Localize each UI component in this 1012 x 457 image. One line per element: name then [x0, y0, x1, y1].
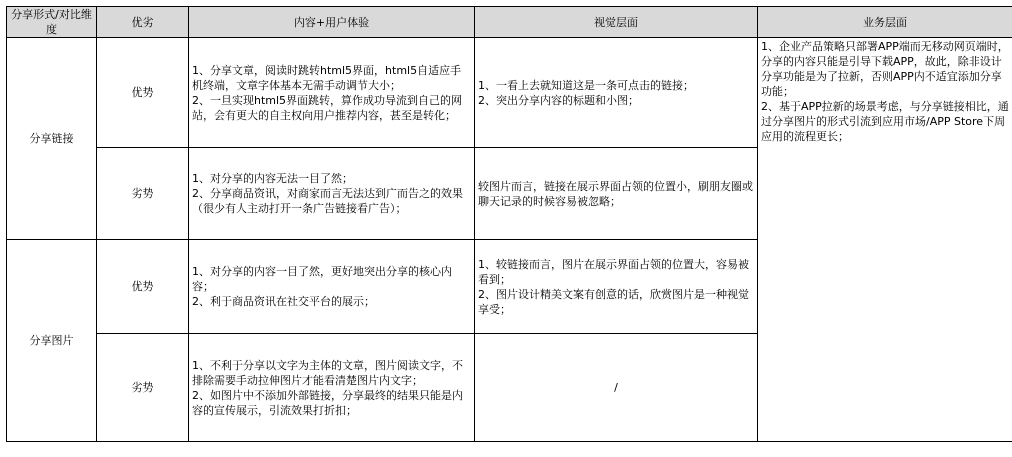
visual-line: 2、突出分享内容的标题和小图； — [478, 93, 639, 107]
visual-cell — [475, 38, 758, 148]
content-line: 2、一旦实现html5界面跳转，算作成功导流到自己的网站，会有更大的自主权向用户推荐内容，甚至是转化； — [192, 93, 463, 122]
comparison-table — [6, 6, 1012, 442]
advantage-cell: 优势 — [97, 240, 189, 334]
content-line: 1、对分享的内容一目了然，更好地突出分享的核心内容； — [192, 265, 452, 293]
content-line: 1、不利于分享以文字为主体的文章，图片阅读文字，不排除需要手动拉伸图片才能看清楚图片内文字； — [192, 358, 463, 387]
content-line: 2、如图片中不添加外部链接，分享最终的结果只能是内容的宣传展示，引流效果打折扣； — [192, 388, 463, 417]
advantage-cell: 优势 — [97, 38, 189, 148]
visual-line: 较图片而言，链接在展示界面占领的位置小，刷朋友圈或聊天记录的时候容易被忽略； — [478, 179, 753, 208]
content-cell — [189, 38, 475, 148]
content-cell — [189, 240, 475, 334]
visual-cell — [475, 334, 758, 442]
business-line: 1、企业产品策略只部署APP端而无移动网页端时，分享的内容只能是引导下载APP，故此，除非设计分享功能是为了拉新，否则APP内不适宜添加分享功能； — [761, 40, 1009, 98]
content-line: 1、对分享的内容无法一目了然； — [192, 172, 353, 185]
business-line: 2、基于APP拉新的场景考虑，与分享链接相比，通过分享图片的形式引流到应用市场/APP Store下周应用的流程更长； — [761, 100, 1009, 143]
advantage-cell: 劣势 — [97, 148, 189, 240]
header-content: 内容+用户体验 — [189, 7, 475, 38]
header-row — [7, 7, 1012, 38]
header-business: 业务层面 — [758, 7, 1012, 38]
visual-line: 1、较链接而言，图片在展示界面占领的位置大，容易被看到； — [478, 257, 749, 286]
form-share-link: 分享链接 — [7, 38, 97, 240]
content-cell — [189, 334, 475, 442]
visual-line: 1、一看上去就知道这是一条可点击的链接； — [478, 78, 694, 92]
visual-cell — [475, 240, 758, 334]
content-line: 2、利于商品资讯在社交平台的展示； — [192, 295, 375, 308]
header-form: 分享形式/对比维度 — [7, 7, 97, 38]
content-line: 2、分享商品资讯，对商家而言无法达到广而告之的效果（很少有人主动打开一条广告链接看广告）； — [192, 187, 463, 215]
visual-line: 2、图片设计精美文案有创意的话，欣赏图片是一种视觉享受； — [478, 287, 749, 316]
visual-cell — [475, 148, 758, 240]
content-line: 1、分享文章，阅读时跳转html5界面，html5自适应手机终端，文章字体基本无需手动调节大小； — [192, 63, 462, 92]
table-row — [7, 38, 1012, 148]
visual-line: / — [614, 381, 618, 394]
content-cell — [189, 148, 475, 240]
header-advantage: 优劣 — [97, 7, 189, 38]
advantage-cell: 劣势 — [97, 334, 189, 442]
business-cell — [758, 38, 1012, 442]
form-share-image: 分享图片 — [7, 240, 97, 442]
header-visual: 视觉层面 — [475, 7, 758, 38]
